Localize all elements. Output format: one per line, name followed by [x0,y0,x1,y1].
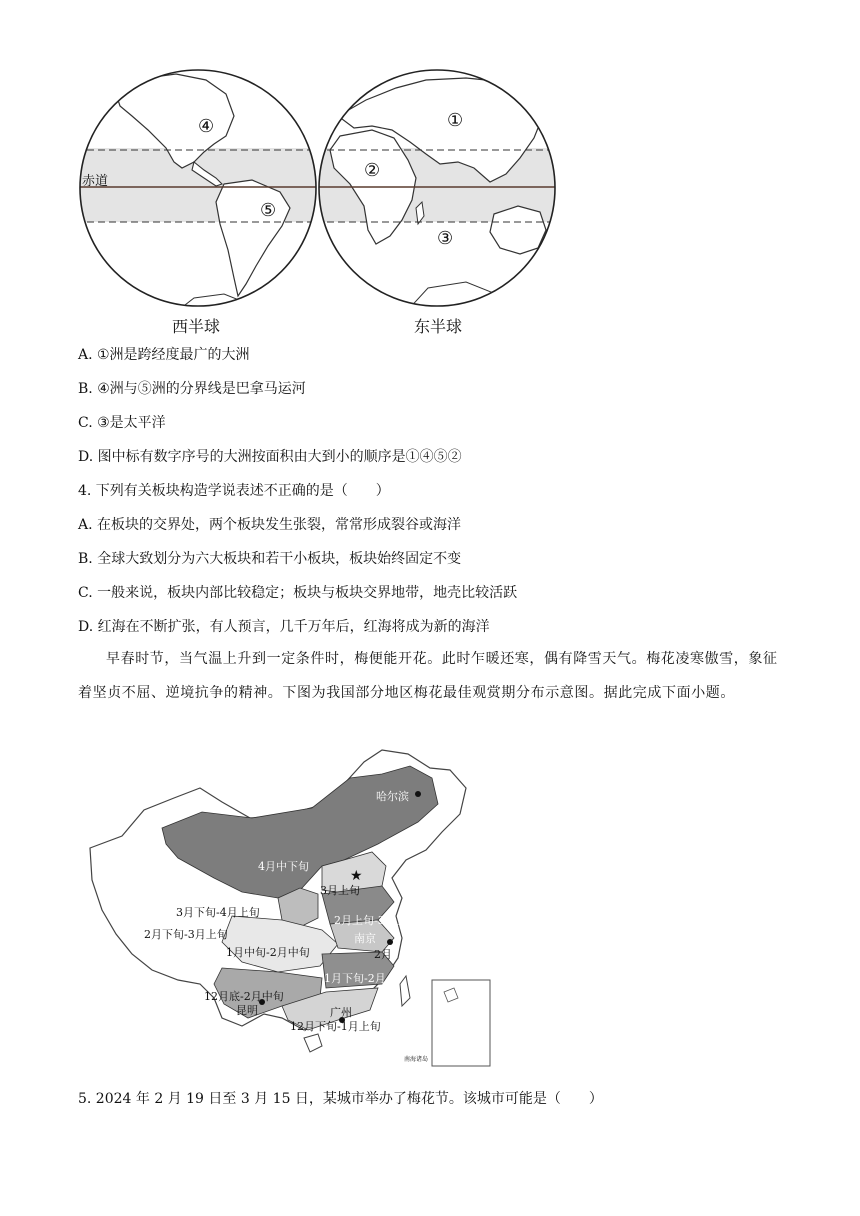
map-label-apr-mid-late: 4月中下旬 [258,860,309,873]
q4-option-a: A. 在板块的交界处，两个板块发生张裂，常常形成裂谷或海洋 [78,517,462,533]
continent-label-2: ② [364,160,381,181]
plum-blossom-map [82,748,494,1070]
map-label-guangzhou: 广州 [330,1006,352,1019]
equator-label: 赤道 [82,174,109,189]
map-label-dec-end-feb-mid: 12月底-2月中旬 [204,990,284,1003]
map-label-jan-mid-feb-mid: 1月中旬-2月中旬 [226,946,310,959]
west-hemisphere-caption: 西半球 [172,317,221,336]
q5-stem: 5. 2024 年 2 月 19 日至 3 月 15 日，某城市举办了梅花节。该城市可能是（ ） [78,1091,603,1107]
q3-option-d: D. 图中标有数字序号的大洲按面积由大到小的顺序是①④⑤② [78,449,462,465]
map-label-jan-late-feb: 1月下旬-2月 [324,972,386,985]
map-label-dec-late-jan-early: 12月下旬-1月上旬 [290,1020,381,1033]
map-label-feb-early-mar-early: 2月上旬-3月上旬 [334,914,418,927]
eastern-hemisphere [316,66,560,312]
east-hemisphere-caption: 东半球 [414,317,463,336]
ocean-label-3: ③ [437,228,454,249]
q4-stem: 4. 下列有关板块构造学说表述不正确的是（ ） [78,483,390,499]
map-label-feb-late-mar-early: 2月下旬-3月上旬 [144,928,228,941]
q3-option-b: B. ④洲与⑤洲的分界线是巴拿马运河 [78,381,306,397]
continent-label-1: ① [447,110,464,131]
map-label-feb: 2月 [374,948,392,961]
map-label-mar-early: 3月上旬 [320,884,360,897]
continent-label-5: ⑤ [260,200,277,221]
q3-option-c: C. ③是太平洋 [78,415,166,431]
map-label-nanjing: 南京 [354,932,376,945]
continent-label-4: ④ [198,116,215,137]
western-hemisphere [76,66,320,312]
svg-text:★: ★ [350,868,363,884]
inset-label: 南海诸岛 [404,1056,429,1063]
map-label-harbin: 哈尔滨 [376,790,409,803]
q4-option-c: C. 一般来说，板块内部比较稳定；板块与板块交界地带，地壳比较活跃 [78,585,518,601]
map-label-mar-late-apr-early: 3月下旬-4月上旬 [176,906,260,919]
map-label-kunming: 昆明 [236,1004,258,1017]
passage: 早春时节，当气温上升到一定条件时，梅便能开花。此时乍暖还寒，偶有降雪天气。梅花凌寒傲雪，象征着坚贞不屈、逆境抗争的精神。下图为我国部分地区梅花最佳观赏期分布示意图。据此完成下面小题。 [78,651,778,701]
hemisphere-map [76,66,560,312]
q3-option-a: A. ①洲是跨经度最广的大洲 [78,347,250,363]
q4-option-d: D. 红海在不断扩张，有人预言，几千万年后，红海将成为新的海洋 [78,619,490,635]
q4-option-b: B. 全球大致划分为六大板块和若干小板块，板块始终固定不变 [78,551,462,567]
